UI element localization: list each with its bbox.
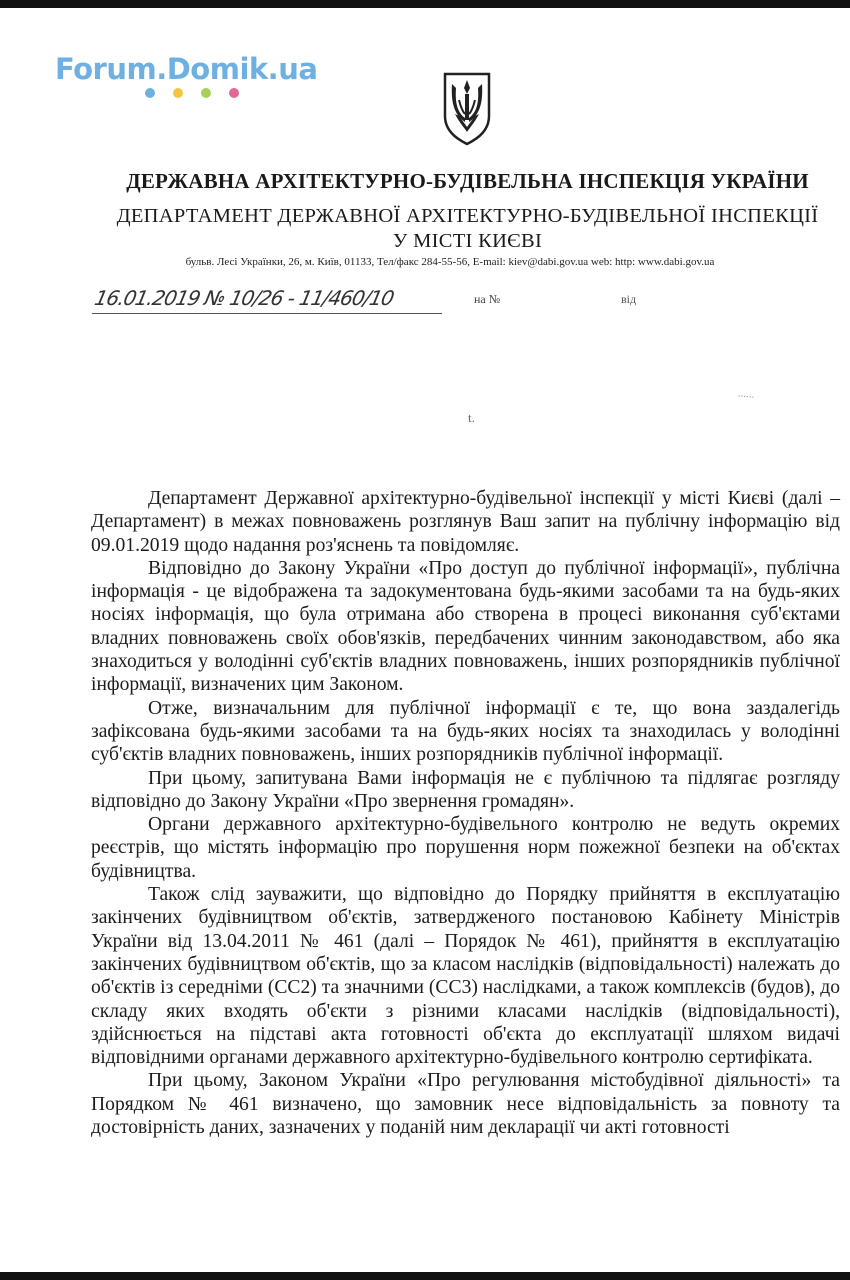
watermark-text: Forum.Domik.ua [55, 52, 318, 86]
paragraph: При цьому, Законом України «Про регулювання містобудівної діяльності» та Порядком № 461 визначено, що замовник несе відповідальність за повноту та достовірність даних, зазначених у поданій ним декларації чи акті готовності [91, 1070, 840, 1139]
registration-underline [92, 313, 442, 314]
trident-emblem-icon [441, 70, 493, 146]
contact-address: бульв. Лесі Українки, 26, м. Київ, 01133, Тел/факс 284-55-56, E-mail: kiev@dabi.gov.ua web: http: www.dabi.gov.ua [185, 256, 715, 268]
paragraph: Також слід зауважити, що відповідно до Порядку прийняття в експлуатацію закінчених будівництвом об'єктів, затвердженого постановою Кабінету Міністрів України від 13.04.2011 № 461 (далі – Порядок № 461), прийняття в експлуатацію закінчених будівництвом об'єктів, що за класом наслідків (відповідальності) належать до об'єктів із середніми (СС2) та значними (СС3) наслідками, а також комплексів (будов), до складу яких входять об'єкти з різними класами наслідків (відповідальності), здійснюється на підставі акта готовності об'єкта до експлуатації шляхом видачі відповідними органами державного архітектурно-будівельного контролю сертифіката. [91, 884, 840, 1069]
watermark-dots [145, 88, 245, 100]
paragraph: Відповідно до Закону України «Про доступ до публічної інформації», публічна інформація - це відображена та задокументована будь-якими засобами та на будь-яких носіях інформація, що була отримана або створена в процесі виконання суб'єктами владних повноважень своїх обов'язків, передбачених чинним законодавством, або яка знаходиться у володінні суб'єктів владних повноважень, інших розпорядників публічної інформації, визначених цим Законом. [91, 557, 840, 696]
paragraph: При цьому, запитувана Вами інформація не є публічною та підлягає розгляду відповідно до Закону України «Про звернення громадян». [91, 767, 840, 812]
organization-title: ДЕРЖАВНА АРХІТЕКТУРНО-БУДІВЕЛЬНА ІНСПЕКЦІЯ УКРАЇНИ [126, 169, 809, 193]
watermark-dot [173, 88, 183, 98]
paragraph: Отже, визначальним для публічної інформації є те, що вона заздалегідь зафіксована будь-якими засобами та на будь-яких носіях та знаходилась у володінні суб'єктів владних повноважень, інших розпорядників публічної інформації. [91, 697, 840, 766]
registration-number: 16.01.2019 № 10/26 - 11/460/10 [92, 286, 396, 310]
reply-to-label: на № [474, 292, 501, 306]
watermark-dot [229, 88, 239, 98]
faint-mark: ...... [737, 387, 755, 401]
paragraph: Органи державного архітектурно-будівельного контролю не ведуть окремих реєстрів, що містять інформацію про порушення норм пожежної безпеки на об'єктах будівництва. [91, 814, 840, 882]
letter-body [91, 487, 840, 1139]
scan-top-edge [0, 0, 850, 8]
watermark-dot [201, 88, 211, 98]
faint-mark: t. [468, 410, 475, 425]
reply-date-label: від [621, 292, 637, 306]
scan-bottom-edge [0, 1272, 850, 1280]
paragraph: Департамент Державної архітектурно-будівельної інспекції у місті Києві (далі – Департамент) в межах повноважень розглянув Ваш запит на публічну інформацію від 09.01.2019 щодо надання роз'яснень та повідомляє. [91, 488, 840, 556]
watermark-dot [145, 88, 155, 98]
department-title-line1: ДЕПАРТАМЕНТ ДЕРЖАВНОЇ АРХІТЕКТУРНО-БУДІВЕЛЬНОЇ ІНСПЕКЦІЇ [116, 205, 819, 227]
department-title-line2: У МІСТІ КИЄВІ [392, 230, 543, 252]
watermark [55, 52, 317, 86]
